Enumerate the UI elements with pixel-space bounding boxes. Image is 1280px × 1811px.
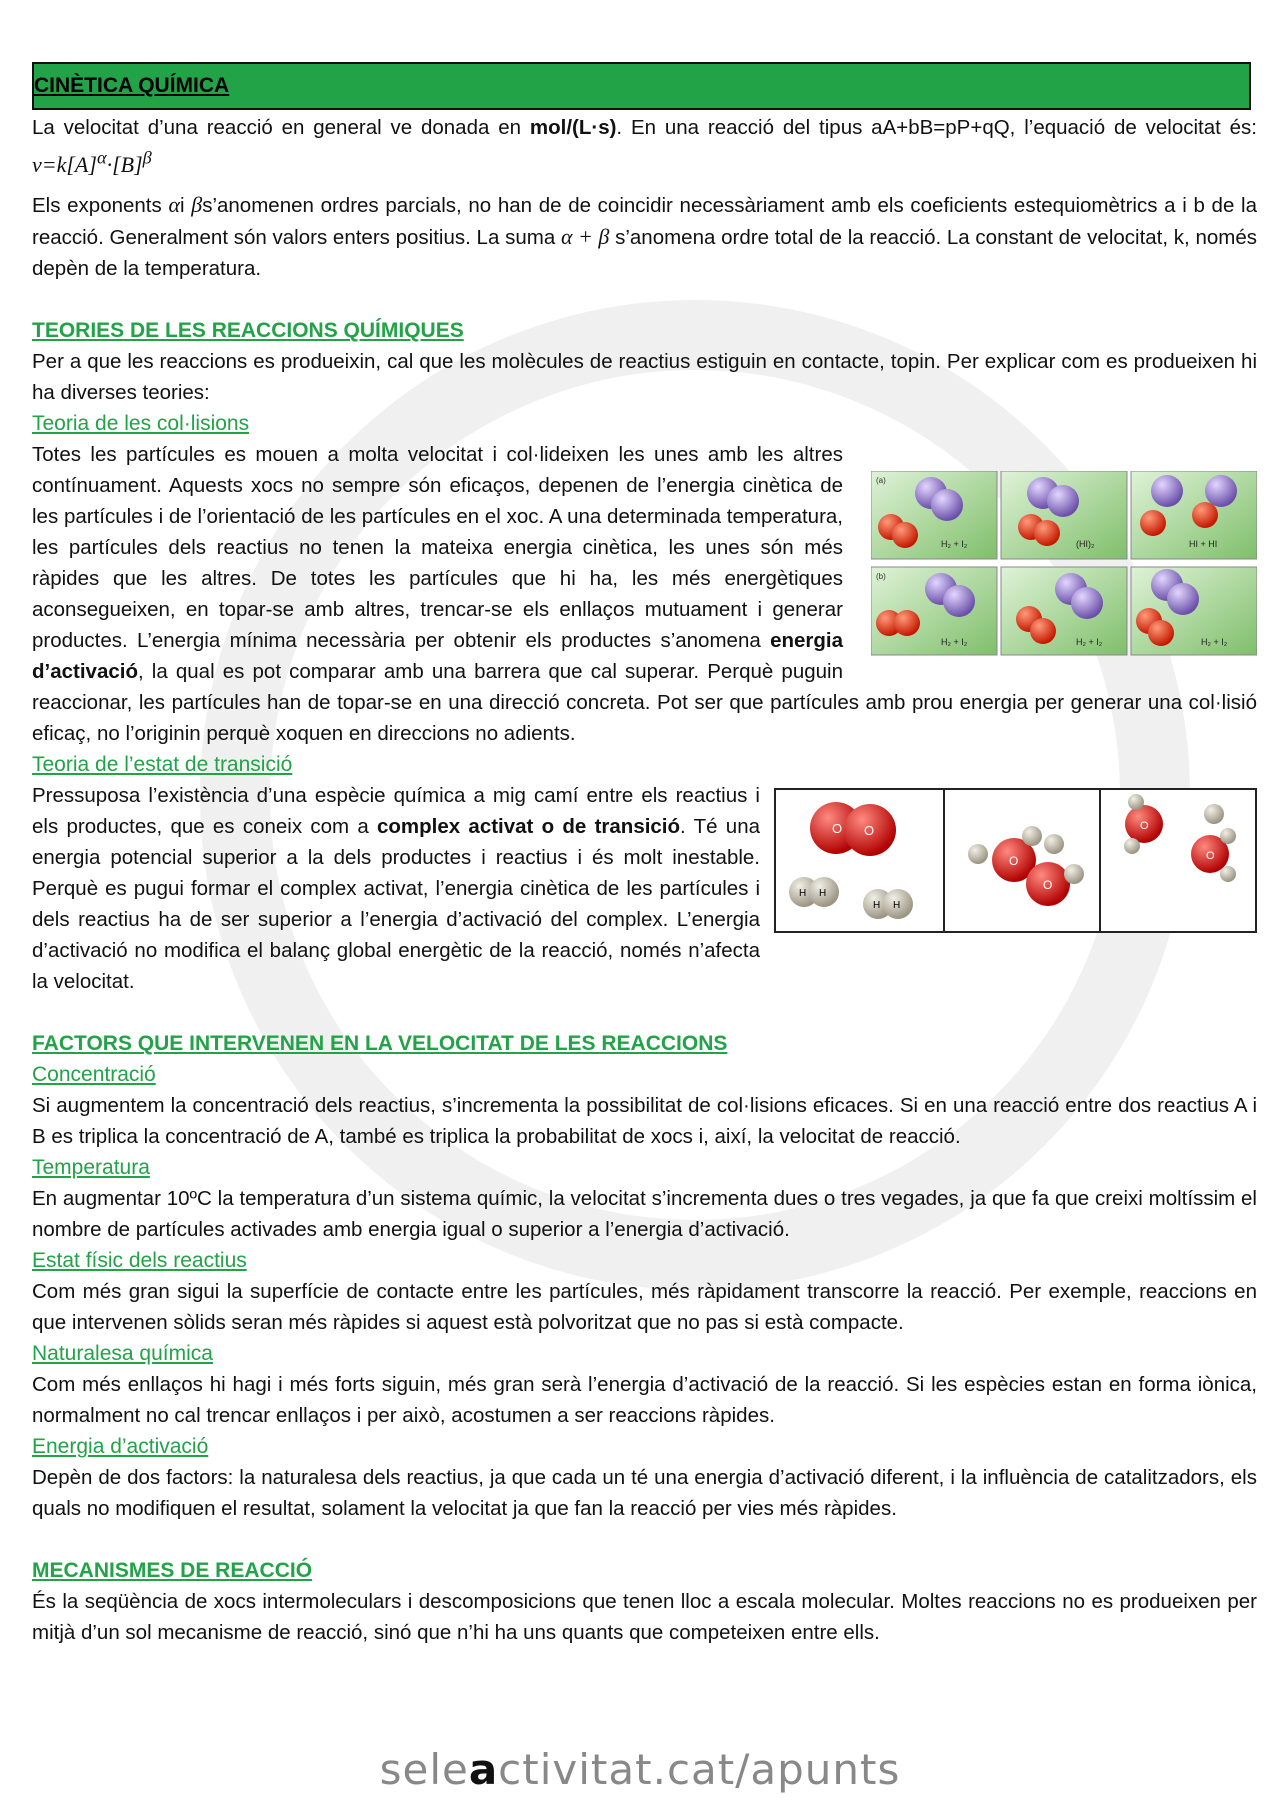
factor-text: Depèn de dos factors: la naturalesa dels reactius, ja que cada un té una energia d’activació diferent, i la influència de catalitzadors, els quals no modifiquen el resultat, solament la velocitat ja que fan la reacció per vies més ràpides. [32,1466,1257,1521]
factor-text: Si augmentem la concentració dels reactius, s’incrementa la possibilitat de col·lisions eficaces. Si en una reacció entre dos reactius A i B es triplica la concentració de A, també es triplica la probabilitat de xocs i, així, la velocitat de reacció. [32,1094,1257,1149]
activated-complex-term: complex activat o de transició [376,815,681,839]
factor-heading: Energia d’activació [32,1435,209,1459]
svg-text:H₂ + I₂: H₂ + I₂ [1201,637,1228,648]
theories-heading: TEORIES DE LES REACCIONS QUÍMIQUES [32,319,464,343]
factor-heading: Naturalesa química [32,1342,213,1366]
orders-paragraph: Els exponents αi βs’anomenen ordres parcials, no han de de coincidir necessàriament amb els coeficients estequiomètrics a i b de la reacció. Generalment són valors enters positius. La suma α + β s’anomena ordre total de la reacció. La constant de velocitat, k, només depèn de la temperatura. [32,192,1257,281]
mechanisms-heading: MECANISMES DE REACCIÓ [32,1559,313,1583]
svg-text:(HI)₂: (HI)₂ [1076,539,1095,550]
rate-unit: mol/(L·s) [529,116,617,139]
svg-text:O: O [832,821,843,837]
svg-text:(a): (a) [876,476,886,486]
factor-temperature [32,1152,1257,1245]
svg-text:O: O [1140,820,1149,833]
panel-row-b [871,567,1257,655]
mechanisms-text: És la seqüència de xocs intermoleculars i descomposicions que tenen lloc a escala molecular. Moltes reaccions no es produeixen per mitjà d’un sol mecanisme de reacció, sinó que n’hi ha uns quants que competeixen entre ells. [32,1590,1257,1645]
factor-activation-energy [32,1431,1257,1524]
svg-text:H: H [819,888,827,900]
transition-theory-heading: Teoria de l’estat de transició [32,753,293,777]
svg-text:O: O [1206,850,1215,863]
factor-heading: Concentració [32,1063,156,1087]
factor-text: Com més gran sigui la superfície de contacte entre les partícules, més ràpidament transcorre la reacció. Per exemple, reaccions en que intervenen sòlids seran més ràpides si aquest està polvoritzat que no pas si està compacte. [32,1280,1257,1335]
activation-energy-term: energia d’activació [32,629,843,684]
svg-text:H: H [799,888,807,900]
panel-row-a [871,471,1257,559]
transition-paragraph: O O H H H H O O O O Pressuposa l’existència d’una espècie química a mig camí entre els reactius i els productes, que es coneix com a complex activat o de transició. Té una energia potencial superior a la dels productes i reactius i és molt inestable. Perquè es pugui formar el complex activat, l’energia cinètica de les partícules i dels reactius ha de ser superior a l’energia d’activació del complex. L’energia d’activació no modifica el balanç global energètic de la reacció, només n’afecta la velocitat. [32,780,1257,997]
svg-text:H₂ + I₂: H₂ + I₂ [1076,637,1103,648]
factor-concentration [32,1059,1257,1152]
svg-text:O: O [864,823,875,839]
transition-state-figure [774,788,1257,933]
factor-text: Com més enllaços hi hagi i més forts siguin, més gran serà l’energia d’activació de la reacció. Si les espècies estan en forma iònica, normalment no cal trencar enllaços i per això, acostumen a ser reaccions ràpides. [32,1373,1257,1428]
factor-heading: Temperatura [32,1156,150,1180]
collision-paragraph: (a) H₂ + I₂ (HI)₂ HI + HI (b) H₂ + I₂ H₂ + I₂ H₂ + I₂ Totes les partícules es mouen a molta velocitat i col·lideixen les unes amb les altres contínuament. Aquests xocs no sempre són eficaços, depenen de l’energia cinètica de les partícules i de l’orientació de les partícules en el xoc. A una determinada temperatura, les partícules dels reactius no tenen la mateixa energia cinètica, les unes són més ràpides que les altres. De totes les partícules que hi ha, les més energètiques aconsegueixen, en topar-se amb altres, trencar-se els enllaços mutuament i generar productes. L’energia mínima necessària per obtenir els productes s’anomena energia d’activació, la qual es pot comparar amb una barrera que cal superar. Perquè puguin reaccionar, les partícules han de topar-se en una direcció concreta. Pot ser que partícules amb prou energia per generar una col·lisió eficaç, no l’originin perquè xoquen en direccions no adients. [32,443,1257,746]
factor-heading: Estat físic dels reactius [32,1249,247,1273]
svg-text:H₂ + I₂: H₂ + I₂ [941,637,968,648]
svg-text:O: O [1043,878,1053,893]
factor-physical-state [32,1245,1257,1338]
page-title: CINÈTICA QUÍMICA [34,74,230,97]
footer-brand: seleactivitat.cat/apunts [379,1745,901,1794]
factor-chemical-nature [32,1338,1257,1431]
svg-text:H: H [873,900,881,912]
svg-text:HI + HI: HI + HI [1189,539,1218,550]
svg-text:O: O [1009,854,1019,869]
intro-paragraph: La velocitat d’una reacció en general ve donada en mol/(L·s). En una reacció del tipus aA+bB=pP+qQ, l’equació de velocitat és: $v=k[A]^\alpha\cdot[B]^\beta$ [32,116,1258,178]
collision-theory-heading: Teoria de les col·lisions [32,412,250,436]
collision-figure [871,471,1257,656]
svg-text:(b): (b) [876,572,886,582]
document-page [32,62,1257,1648]
rate-equation: $v=k[A]^\alpha\cdot[B]^\beta$ [32,148,152,178]
svg-text:H₂ + I₂: H₂ + I₂ [941,539,968,550]
factor-text: En augmentar 10ºC la temperatura d’un sistema químic, la velocitat s’incrementa dues o tres vegades, ja que fa que creixi moltíssim el nombre de partícules activades amb energia igual o superior a l’energia d’activació. [32,1187,1257,1242]
factors-heading: FACTORS QUE INTERVENEN EN LA VELOCITAT DE LES REACCIONS [32,1032,728,1056]
theories-intro: Per a que les reaccions es produeixin, cal que les molècules de reactius estiguin en contacte, topin. Per explicar com es produeixen hi ha diverses teories: [32,350,1257,405]
svg-text:H: H [893,900,901,912]
title-banner [32,62,1251,110]
